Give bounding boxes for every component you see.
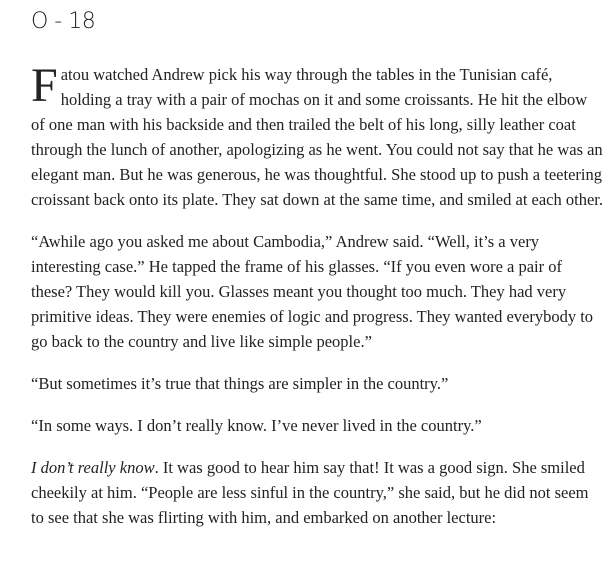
paragraph-3: “But sometimes it’s true that things are simpler in the country.” [31,374,449,393]
drop-cap: F [31,59,58,112]
paragraph-5-text: . It was good to hear him say that! It was a good sign. She smiled cheekily at him. “People are less sinful in the country,” she said, but he did not seem to see that she was flirting with him, and embarked on another lecture: [31,458,589,527]
paragraph-2: “Awhile ago you asked me about Cambodia,” Andrew said. “Well, it’s a very interesting case.” He tapped the frame of his glasses. “If you even wore a pair of these? They would kill you. Glasses meant you thought too much. They had very primitive ideas. They were enemies of logic and progress. They wanted everybody to go back to the country and live like simple people.” [31,232,594,351]
paragraph-1-text: atou watched Andrew pick his way through the tables in the Tunisian café, holding a tray with a pair of mochas on it and some croissants. He hit the elbow of one man with his backside and then trailed the belt of his long, silly leather coat through the lunch of another, apologizing as he went. You could not say that he was an elegant man. But he was generous, he was thoughtful. She stood up to push a teetering croissant back onto its plate. They sat down at the same time, and smiled at each other. [31,65,603,209]
paragraph-5-italic: I don’t really know [31,458,155,477]
body-text [31,59,603,547]
chapter-heading: O - 18 [31,9,96,34]
paragraph-5 [31,455,603,530]
paragraph-1 [31,59,603,212]
paragraph-4: “In some ways. I don’t really know. I’ve never lived in the country.” [31,416,482,435]
